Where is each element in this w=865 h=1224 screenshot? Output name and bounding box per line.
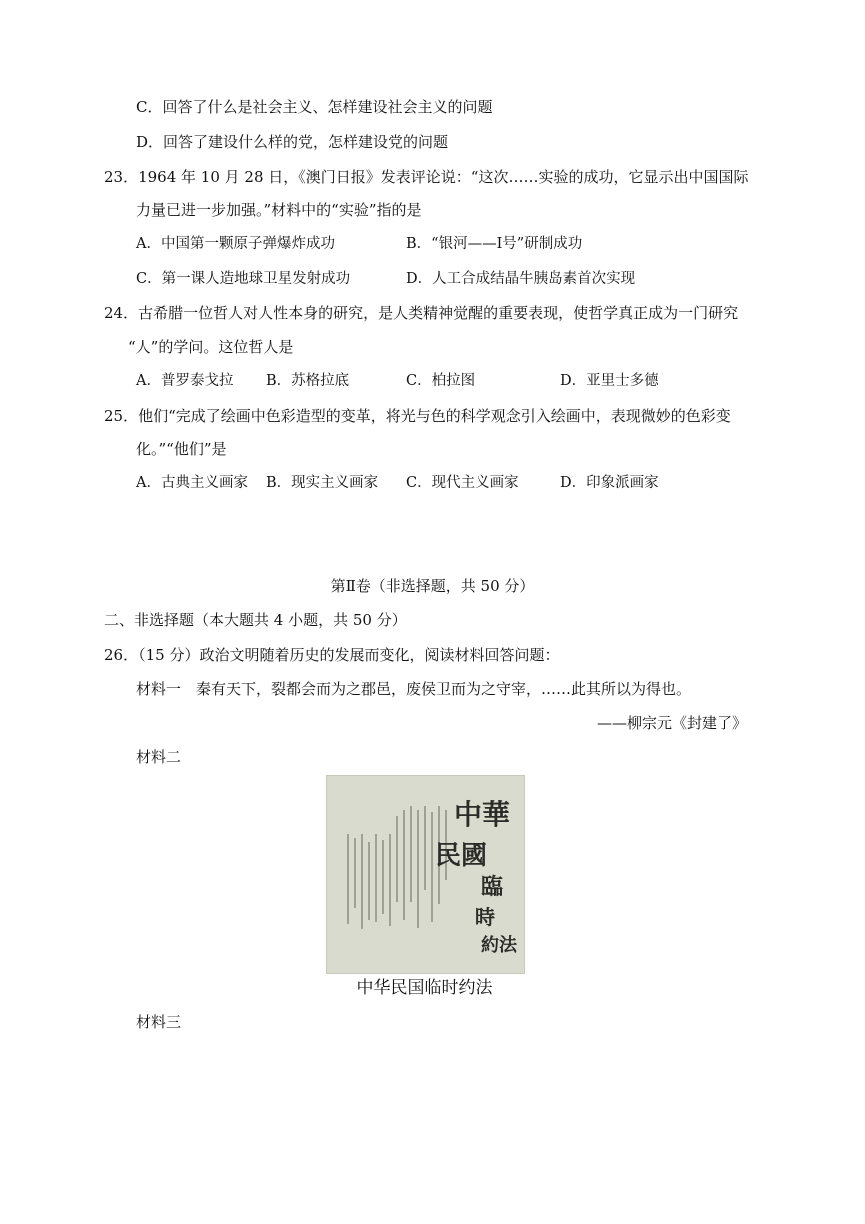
q23-option-d: D．人工合成结晶牛胰岛素首次实现 — [406, 271, 636, 287]
q26-material-1: 材料一 秦有天下，裂都会而为之郡邑，废侯卫而为之守宰，……此其所以为得也。 — [136, 680, 692, 698]
q24-option-b: B．苏格拉底 — [266, 373, 350, 389]
q25-option-c: C．现代主义画家 — [406, 475, 519, 491]
image-title-2: 民國 — [434, 841, 487, 871]
provisional-constitution-image — [326, 775, 525, 974]
q22-option-d: D．回答了建设什么样的党，怎样建设党的问题 — [136, 133, 449, 151]
q24-stem-line2: “人”的学问。这位哲人是 — [128, 338, 294, 356]
q25-option-d: D．印象派画家 — [560, 475, 659, 491]
document-scan-illustration — [327, 776, 524, 973]
q23-option-a: A．中国第一颗原子弹爆炸成功 — [136, 236, 335, 252]
q25-stem-line1: 25．他们“完成了绘画中色彩造型的变革，将光与色的科学观念引入绘画中，表现微妙的色彩变 — [104, 407, 731, 425]
q22-option-c: C．回答了什么是社会主义、怎样建设社会主义的问题 — [136, 98, 493, 116]
image-title-4: 時 — [475, 905, 495, 929]
q23-option-b: B．“银河——Ⅰ号”研制成功 — [406, 236, 583, 252]
part-2-heading: 二、非选择题（本大题共 4 小题，共 50 分） — [104, 611, 407, 629]
image-title-1: 中華 — [453, 798, 510, 831]
q25-stem-line2: 化。”“他们”是 — [136, 440, 227, 458]
q24-option-a: A．普罗泰戈拉 — [136, 373, 234, 389]
q26-material-3-label: 材料三 — [136, 1013, 182, 1031]
q24-stem-line1: 24．古希腊一位哲人对人性本身的研究，是人类精神觉醒的重要表现，使哲学真正成为一门研究 — [104, 304, 739, 322]
q25-option-b: B．现实主义画家 — [266, 475, 379, 491]
q24-option-c: C．柏拉图 — [406, 373, 476, 389]
image-title-5: 約法 — [481, 935, 517, 956]
q24-option-d: D．亚里士多德 — [560, 373, 659, 389]
q23-stem-line1: 23．1964 年 10 月 28 日，《澳门日报》发表评论说：“这次……实验的成功，它显示出中国国际 — [104, 168, 749, 186]
q23-option-c: C．第一课人造地球卫星发射成功 — [136, 271, 351, 287]
image-caption: 中华民国临时约法 — [356, 978, 493, 998]
q26-material-2-label: 材料二 — [136, 748, 182, 766]
q26-stem: 26．（15 分）政治文明随着历史的发展而变化，阅读材料回答问题： — [104, 646, 560, 664]
image-title-3: 臨 — [480, 874, 503, 900]
q25-option-a: A．古典主义画家 — [136, 475, 248, 491]
section-2-title: 第Ⅱ卷（非选择题，共 50 分） — [330, 577, 535, 595]
q26-material-1-source: ——柳宗元《封建了》 — [596, 714, 747, 732]
q23-stem-line2: 力量已进一步加强。”材料中的“实验”指的是 — [136, 201, 422, 219]
